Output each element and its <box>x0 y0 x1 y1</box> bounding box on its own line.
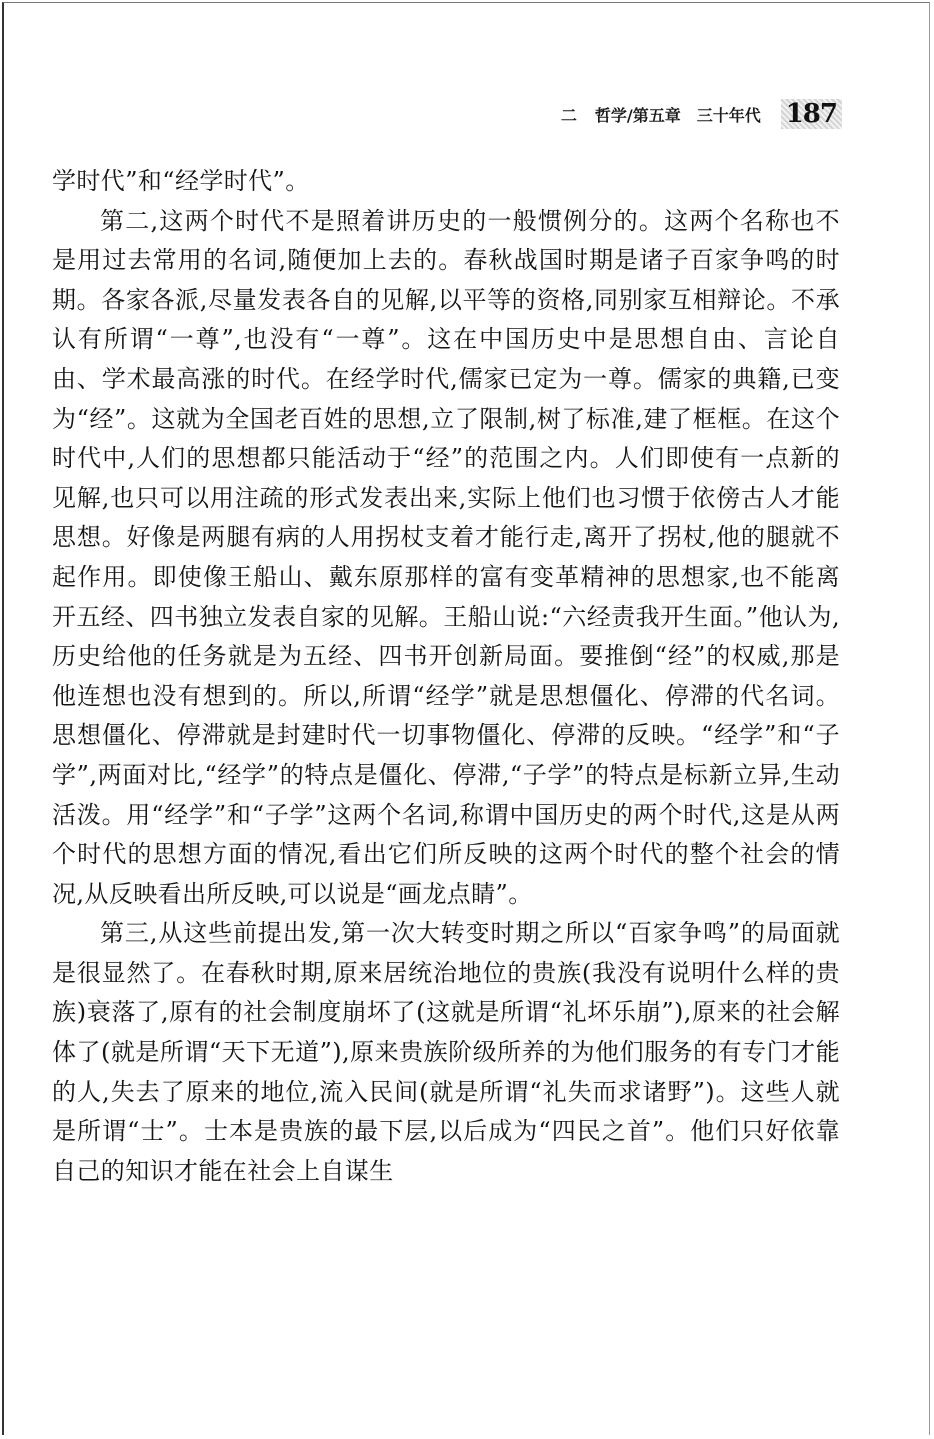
section-number: 二 <box>560 105 577 125</box>
body-text <box>52 162 840 1191</box>
paragraph-third: 第三,从这些前提出发,第一次大转变时期之所以“百家争鸣”的局面就是很显然了。在春秋时期,原来居统治地位的贵族(我没有说明什么样的贵族)衰落了,原有的社会制度崩坏了(这就是所谓“礼坏乐崩”),原来的社会解体了(就是所谓“天下无道”),原来贵族阶级所养的为他们服务的有专门才能的人,失去了原来的地位,流入民间(就是所谓“礼失而求诸野”)。这些人就是所谓“士”。士本是贵族的最下层,以后成为“四民之首”。他们只好依靠自己的知识才能在社会上自谋生 <box>52 919 840 1185</box>
paragraph-second: 第二,这两个时代不是照着讲历史的一般惯例分的。这两个名称也不是用过去常用的名词,随便加上去的。春秋战国时期是诸子百家争鸣的时期。各家各派,尽量发表各自的见解,以平等的资格,同别家互相辩论。不承认有所谓“一尊”,也没有“一尊”。这在中国历史中是思想自由、言论自由、学术最高涨的时代。在经学时代,儒家已定为一尊。儒家的典籍,已变为“经”。这就为全国老百姓的思想,立了限制,树了标准,建了框框。在这个时代中,人们的思想都只能活动于“经”的范围之内。人们即使有一点新的见解,也只可以用注疏的形式发表出来,实际上他们也习惯于依傍古人才能思想。好像是两腿有病的人用拐杖支着才能行走,离开了拐杖,他的腿就不起作用。即使像王船山、戴东原那样的富有变革精神的思想家,也不能离开五经、四书独立发表自家的见解。王船山说:“六经责我开生面。”他认为,历史给他的任务就是为五经、四书开创新局面。要推倒“经”的权威,那是他连想也没有想到的。所以,所谓“经学”就是思想僵化、停滞的代名词。思想僵化、停滞就是封建时代一切事物僵化、停滞的反映。“经学”和“子学”,两面对比,“经学”的特点是僵化、停滞,“子学”的特点是标新立异,生动活泼。用“经学”和“子学”这两个名词,称谓中国历史的两个时代,这是从两个时代的思想方面的情况,看出它们所反映的这两个时代的整个社会的情况,从反映看出所反映,可以说是“画龙点睛”。 <box>52 206 840 908</box>
paragraph-continued: 学时代”和“经学时代”。 <box>52 167 310 195</box>
running-header <box>561 96 842 132</box>
page-number: 187 <box>781 99 842 129</box>
chapter-title: 哲学/第五章 三十年代 <box>594 105 761 125</box>
